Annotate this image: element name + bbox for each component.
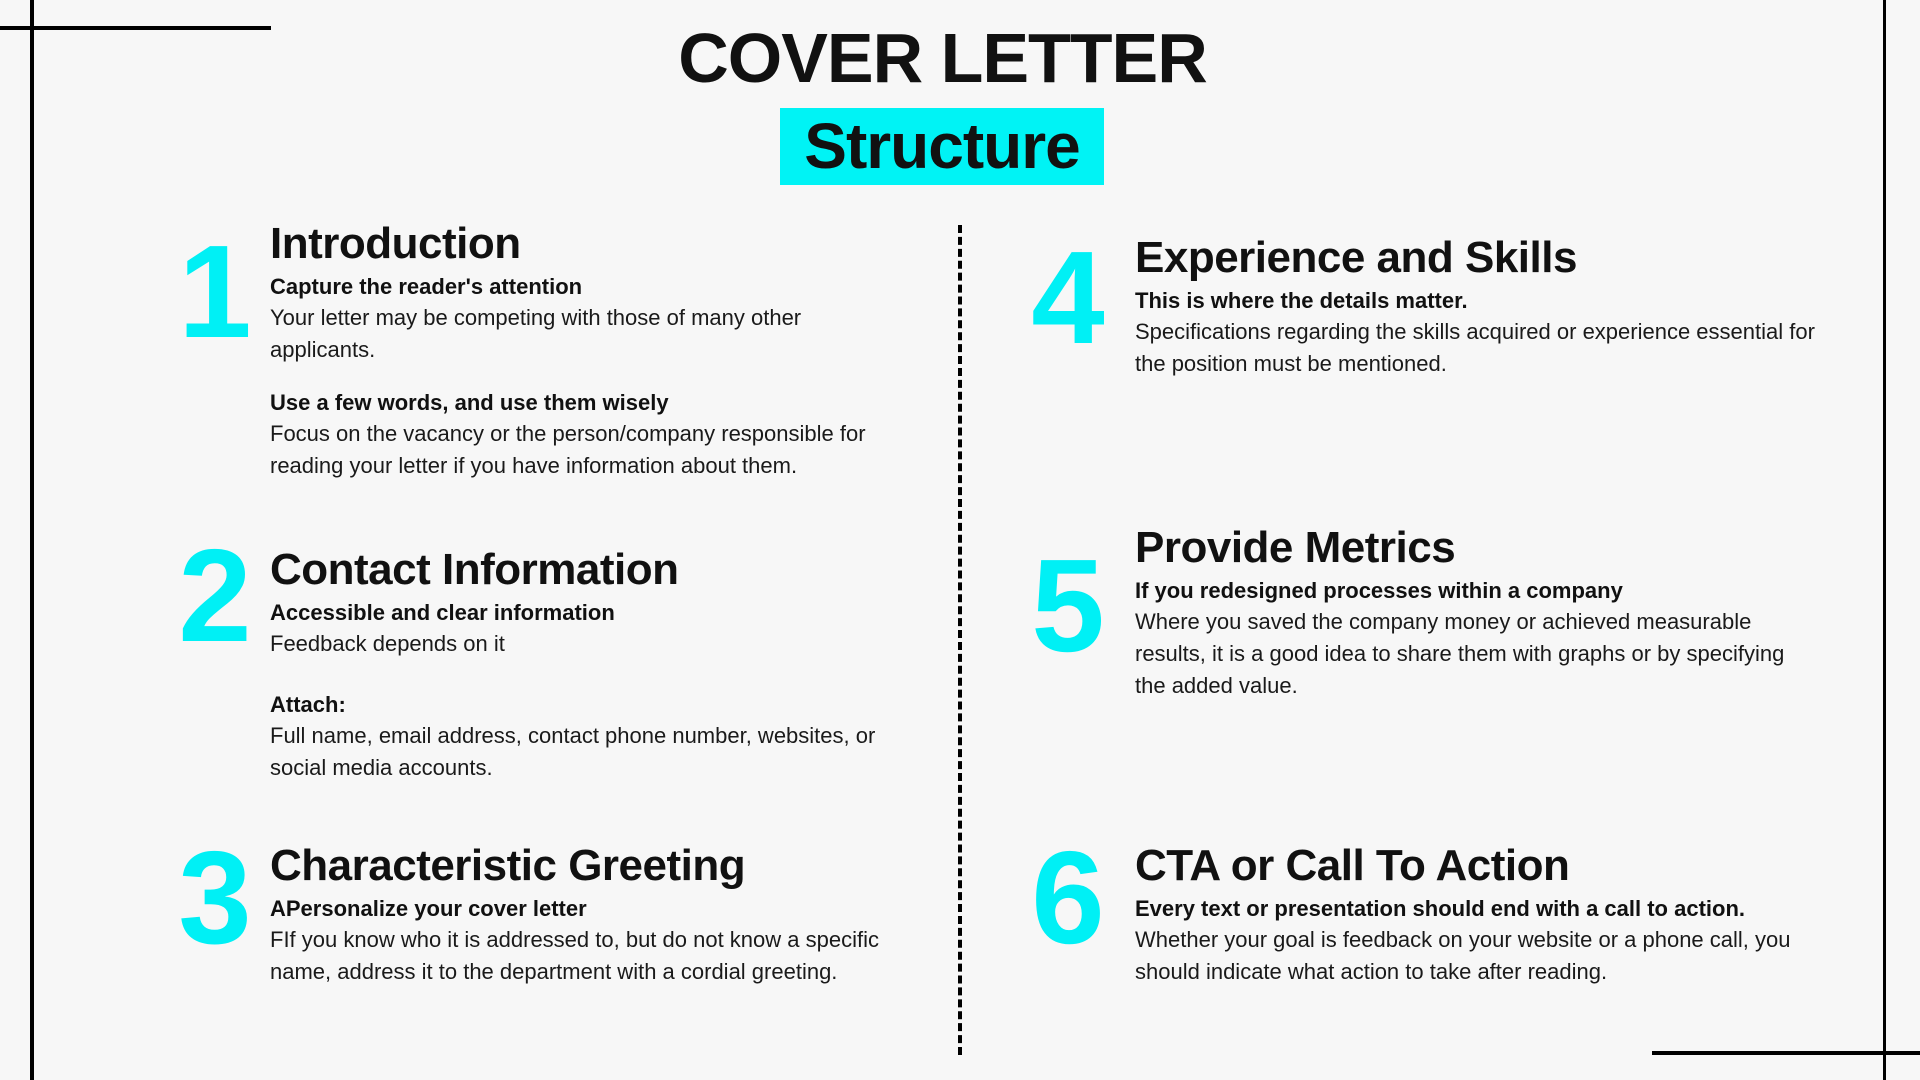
section-title: Provide Metrics [1135, 523, 1456, 572]
page-subtitle: Structure [780, 108, 1104, 185]
section-title: CTA or Call To Action [1135, 841, 1570, 890]
section-title: Contact Information [270, 545, 679, 594]
section-lead: Capture the reader's attention [270, 274, 583, 299]
column-divider [958, 225, 962, 1055]
section-body: Where you saved the company money or achieved measurable results, it is a good idea to share them with graphs or by specifying the added value. [1135, 609, 1785, 698]
section-lead: APersonalize your cover letter [270, 896, 587, 921]
section-body: Full name, email address, contact phone number, websites, or social media accounts. [270, 723, 876, 780]
section-lead: Use a few words, and use them wisely [270, 390, 669, 415]
section-cta [1135, 840, 1835, 988]
section-body: Specifications regarding the skills acquired or experience essential for the position must be mentioned. [1135, 319, 1815, 376]
section-body: Whether your goal is feedback on your website or a phone call, you should indicate what action to take after reading. [1135, 927, 1791, 984]
section-number-3: 3 [178, 824, 252, 971]
section-number-2: 2 [178, 522, 252, 669]
section-lead: Attach: [270, 692, 346, 717]
section-title: Characteristic Greeting [270, 841, 746, 890]
section-body: Your letter may be competing with those of many other applicants. [270, 305, 802, 362]
section-provide-metrics [1135, 522, 1815, 702]
frame-line-left [30, 0, 34, 1080]
section-contact-information [270, 544, 910, 784]
section-body: Feedback depends on it [270, 631, 505, 656]
section-lead: This is where the details matter. [1135, 288, 1468, 313]
section-title: Introduction [270, 219, 521, 268]
section-experience-and-skills [1135, 232, 1815, 380]
section-number-5: 5 [1031, 532, 1105, 679]
section-introduction [270, 218, 910, 482]
section-lead: If you redesigned processes within a company [1135, 578, 1623, 603]
section-number-1: 1 [178, 218, 252, 365]
section-lead: Accessible and clear information [270, 600, 615, 625]
section-title: Experience and Skills [1135, 233, 1577, 282]
section-characteristic-greeting [270, 840, 910, 988]
frame-line-right [1883, 0, 1886, 1080]
section-body: FIf you know who it is addressed to, but do not know a specific name, address it to the department with a cordial greeting. [270, 927, 879, 984]
section-number-6: 6 [1031, 824, 1105, 971]
frame-line-bottom [1652, 1051, 1920, 1055]
section-lead: Every text or presentation should end with a call to action. [1135, 896, 1746, 921]
page-title: COVER LETTER [678, 19, 1207, 97]
section-body: Focus on the vacancy or the person/company responsible for reading your letter if you have information about them. [270, 421, 866, 478]
section-number-4: 4 [1031, 224, 1105, 371]
